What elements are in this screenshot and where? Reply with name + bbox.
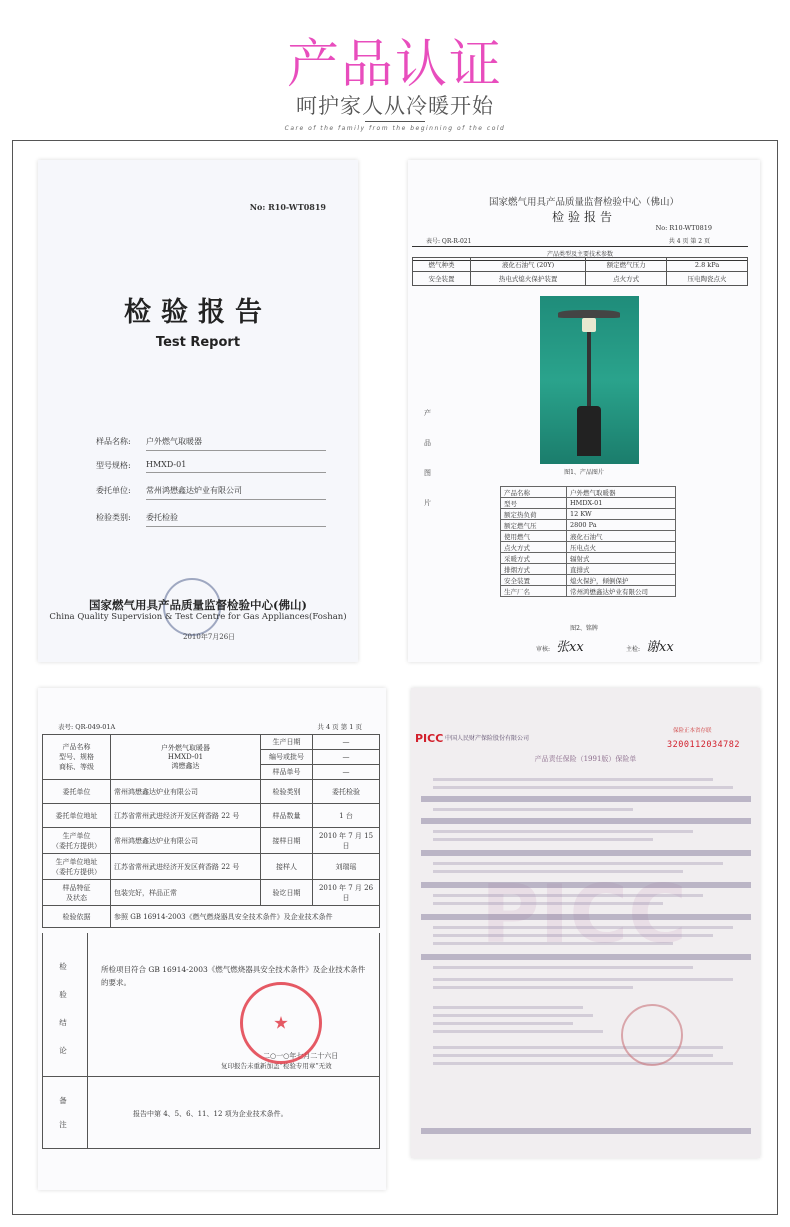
table-row: 排烟方式 直排式 (501, 564, 676, 575)
text-line (433, 902, 663, 905)
category-field: 检验类别: 委托检验 (96, 512, 131, 523)
section-band (421, 914, 751, 920)
test-centre-name-en: China Quality Supervision & Test Centre for Gas Appliances(Foshan) (49, 612, 347, 622)
official-red-seal (240, 982, 322, 1064)
text-line (433, 934, 713, 937)
heater-burner (582, 318, 596, 332)
text-line (433, 778, 713, 781)
report-title: 检验报告 (551, 210, 616, 224)
nameplate-caption: 图2、铭牌 (570, 625, 598, 632)
test-centre-name: 国家燃气用具产品质量监督检验中心(佛山) (89, 598, 307, 612)
table-row: 委托单位 常州鸿懋鑫达炉业有限公司 检验类别 委托检验 (43, 780, 380, 804)
heater-reflector (558, 310, 620, 318)
report-info-table (42, 734, 380, 928)
remarks-label: 备 注 (59, 1096, 67, 1129)
form-number: 表号: QR-R-021 (426, 238, 472, 245)
table-row: 点火方式 压电点火 (501, 542, 676, 553)
heater-pole (587, 332, 591, 412)
text-line (433, 830, 693, 833)
insurance-seal (621, 1004, 683, 1066)
table-row: 样品特征 及状态 包装完好，样品正常 验讫日期 2010 年 7 月 26 日 (43, 880, 380, 906)
reviewer-label: 审核: (536, 646, 551, 653)
sample-name-field: 样品名称: 户外燃气取暖器 (96, 436, 131, 447)
section-band (421, 818, 751, 824)
header-divider (365, 121, 425, 122)
policy-number: 3200112034782 (667, 740, 741, 750)
page-indicator: 共 4 页 第 2 页 (668, 238, 710, 245)
conclusion-label: 检 验 结 论 (59, 962, 67, 1055)
text-line (433, 1022, 573, 1025)
conclusion-text: 所检项目符合 GB 16914-2003《燃气燃烧器具安全技术条件》及企业技术条件的要求。 (101, 965, 366, 987)
column-divider (87, 1077, 88, 1148)
test-centre-name: 国家燃气用具产品质量监督检验中心（佛山） (488, 197, 679, 208)
column-divider (87, 933, 88, 1076)
client-field: 委托单位: 常州鸿懋鑫达炉业有限公司 (96, 485, 131, 496)
table-row: 额定热负荷 12 KW (501, 509, 676, 520)
table-row: 使用燃气 液化石油气 (501, 531, 676, 542)
param-table (412, 257, 748, 286)
text-line (433, 808, 633, 811)
remarks-section (42, 1077, 380, 1149)
text-line (433, 838, 653, 841)
remarks-text: 报告中第 4、5、6、11、12 项为企业技术条件。 (133, 1110, 288, 1118)
section-band (421, 882, 751, 888)
side-label: 品 (424, 439, 431, 447)
table-row: 生产单位地址 （委托方提供） 江苏省常州武进经济开发区荷香路 22 号 接样人 刘瑞瑶 (43, 854, 380, 880)
reviewer-signature: 张xx (556, 640, 584, 655)
table-row: 编号或批号 — (43, 750, 380, 765)
table-row: 委托单位地址 江苏省常州武进经济开发区荷香路 22 号 样品数量 1 台 (43, 804, 380, 828)
picc-logo: PICC (415, 732, 444, 745)
report-date: 2010年7月26日 (183, 633, 236, 641)
report-number: No: R10-WT0819 (249, 202, 326, 212)
table-row: 采暖方式 辐射式 (501, 553, 676, 564)
text-line (433, 978, 733, 981)
table-row: 安全装置 热电式熄火保护装置 点火方式 压电陶瓷点火 (413, 272, 748, 286)
section-band (421, 954, 751, 960)
conclusion-note: 复印报告未重新加盖“检验专用章”无效 (221, 1062, 332, 1070)
page-subtitle: 呵护家人从冷暖开始 (296, 94, 494, 118)
section-band (421, 796, 751, 802)
nameplate-table (500, 486, 676, 597)
text-line (433, 1006, 583, 1009)
text-line (433, 1062, 733, 1065)
table-row: 产品名称 户外燃气取暖器 (501, 487, 676, 498)
picc-watermark: PICC (481, 868, 687, 961)
table-row: 样品单号 — (43, 765, 380, 780)
policy-title: 产品责任保险（1991版）保险单 (534, 755, 637, 763)
table-row: 燃气种类 液化石油气 (20Y) 额定燃气压力 2.8 kPa (413, 258, 748, 272)
param-table-title: 产品类型及主要技术参数 (412, 246, 748, 261)
section-band (421, 850, 751, 856)
text-line (433, 894, 703, 897)
section-band (421, 1128, 751, 1134)
table-row: 额定燃气压 2800 Pa (501, 520, 676, 531)
side-label: 产 (424, 409, 431, 417)
text-line (433, 862, 723, 865)
table-row: 产品名称 型号、规格 商标、等级 户外燃气取暖器 HMXD-01 鸿懋鑫达 生产日期 — (43, 735, 380, 750)
report-page-2-document (408, 160, 760, 662)
product-photo (540, 296, 639, 464)
page-header (0, 0, 790, 140)
side-label: 片 (424, 499, 431, 507)
approver-label: 主检: (626, 646, 641, 653)
approver-signature: 谢xx (646, 640, 674, 655)
text-line (433, 986, 633, 989)
text-line (433, 870, 683, 873)
conclusion-date: 二○一○年七月二十六日 (263, 1052, 339, 1060)
report-number: No: R10-WT0819 (655, 224, 712, 232)
insurance-company-name: 中国人民财产保险股份有限公司 (445, 735, 530, 742)
text-line (433, 786, 733, 789)
table-row: 生产单位 （委托方提供） 常州鸿懋鑫达炉业有限公司 接样日期 2010 年 7 月 15 日 (43, 828, 380, 854)
report-title: 检验报告 (124, 297, 272, 328)
form-number: 表号: QR-049-01A (58, 723, 116, 731)
text-line (433, 1014, 593, 1017)
heater-base (577, 406, 601, 456)
text-line (433, 942, 673, 945)
table-row: 生产厂名 常州鸿懋鑫达炉业有限公司 (501, 586, 676, 597)
photo-caption: 图1、产品图片 (564, 469, 604, 476)
report-page-1-document (38, 688, 386, 1190)
table-row: 型号 HMDX-01 (501, 498, 676, 509)
page-tagline: Care of the family from the beginning of the cold (284, 125, 506, 132)
text-line (433, 926, 733, 929)
report-cover-document (38, 160, 358, 662)
text-line (433, 966, 693, 969)
model-field: 型号规格: HMXD-01 (96, 460, 131, 471)
side-label: 图 (424, 469, 431, 477)
conclusion-section (42, 933, 380, 1077)
report-title-en: Test Report (155, 335, 241, 350)
insurance-policy-document (411, 688, 760, 1158)
table-row: 安全装置 熄火保护，倾倒保护 (501, 575, 676, 586)
copy-stamp-label: 保险正本省存联 (673, 728, 712, 734)
text-line (433, 1030, 603, 1033)
table-row: 检验依据 参照 GB 16914-2003《燃气燃烧器具安全技术条件》及企业技术条件 (43, 906, 380, 928)
page-title: 产品认证 (286, 35, 503, 95)
page-indicator: 共 4 页 第 1 页 (317, 723, 362, 731)
